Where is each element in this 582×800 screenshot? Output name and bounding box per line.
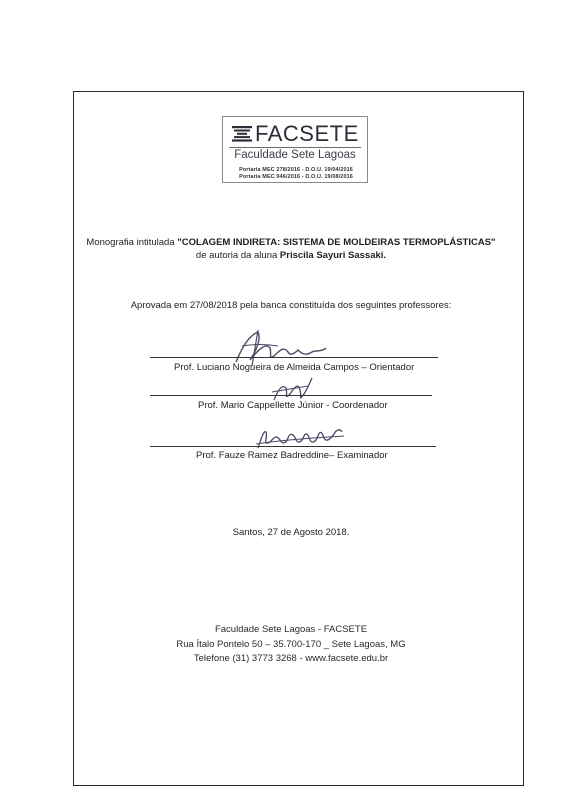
examiner-orientador-label: Prof. Luciano Nogueira de Almeida Campos – Orientador [174, 362, 415, 373]
signature-line-coordenador [150, 395, 432, 396]
author-line [0, 250, 582, 261]
footer-contact: Telefone (31) 3773 3268 - www.facsete.edu.br [193, 653, 389, 664]
logo-name: FACSETE [255, 121, 359, 146]
date-line: Santos, 27 de Agosto 2018. [232, 527, 350, 538]
author-name: Priscila Sayuri Sassaki. [279, 250, 387, 261]
signature-line-orientador [150, 357, 438, 358]
monograph-title: "COLAGEM INDIRETA: SISTEMA DE MOLDEIRAS TERMOPLÁSTICAS" [177, 237, 496, 248]
signature-line-examinador [150, 446, 436, 447]
monograph-title-line [0, 237, 582, 248]
footer-address: Rua Ítalo Pontelo 50 – 35.700-170 _ Sete Lagoas, MG [176, 639, 406, 650]
logo-portaria-2: Portaria MEC 946/2016 - D.O.U. 19/08/2016 [239, 174, 353, 180]
approval-text: Aprovada em 27/08/2018 pela banca constituída dos seguintes professores: [130, 300, 452, 311]
author-prefix: de autoria da aluna [195, 250, 278, 261]
facsete-logo-mark-icon [231, 125, 253, 143]
examiner-examinador-label: Prof. Fauze Ramez Badreddine– Examinador [196, 450, 388, 461]
facsete-logo [222, 116, 368, 183]
logo-portaria-1: Portaria MEC 278/2016 - D.O.U. 19/04/2016 [239, 167, 353, 173]
examiner-coordenador-label: Prof. Mario Cappellette Júnior - Coordenador [198, 400, 388, 411]
monograph-prefix: Monografia intitulada [86, 237, 175, 248]
logo-subtitle: Faculdade Sete Lagoas [229, 147, 361, 161]
footer-institution: Faculdade Sete Lagoas - FACSETE [214, 624, 368, 635]
